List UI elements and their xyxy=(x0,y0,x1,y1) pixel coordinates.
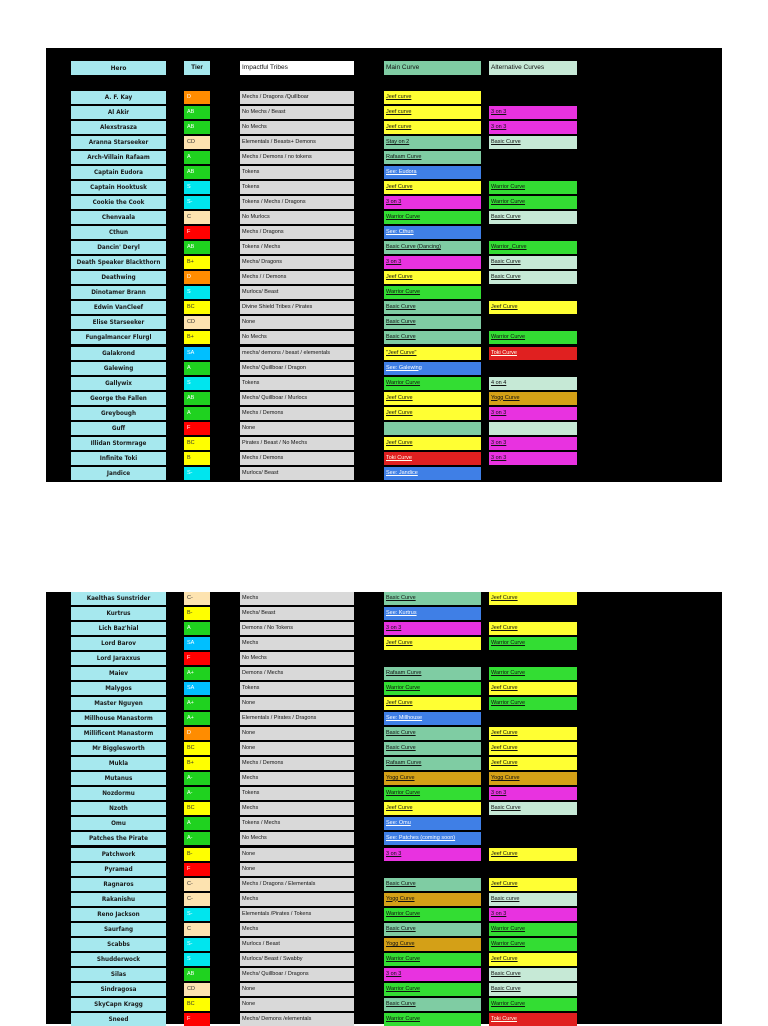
impactful-tribes: Murlocs/ Beast / Swabby xyxy=(240,953,354,966)
alternative-curve-link[interactable]: Jeef Curve xyxy=(489,742,577,755)
main-curve-link[interactable]: Jeef Curve xyxy=(384,181,481,194)
hero-name: Nozdormu xyxy=(71,787,166,800)
alternative-curve-link[interactable]: Basic Curve xyxy=(489,136,577,149)
tier-badge: B xyxy=(184,452,210,465)
impactful-tribes: Mechs xyxy=(240,637,354,650)
hero-name: Alexstrasza xyxy=(71,121,166,134)
alternative-curve-link[interactable]: 3 on 3 xyxy=(489,407,577,420)
main-curve-link[interactable]: Basic Curve xyxy=(384,742,481,755)
main-curve-link[interactable] xyxy=(384,422,481,435)
hero-name: Millificent Manastorm xyxy=(71,727,166,740)
tier-badge: CD xyxy=(184,983,210,996)
alternative-curve-link[interactable]: Basic Curve xyxy=(489,256,577,269)
tier-badge: B+ xyxy=(184,256,210,269)
main-curve-link[interactable]: Jeef Curve xyxy=(384,392,481,405)
tier-badge: SA xyxy=(184,682,210,695)
hero-name: Millhouse Manastorm xyxy=(71,712,166,725)
alternative-curve-link[interactable] xyxy=(489,832,577,845)
alternative-curve-link[interactable]: Warrior Curve xyxy=(489,938,577,951)
alternative-curve-link[interactable]: Basic Curve xyxy=(489,271,577,284)
alternative-curve-link[interactable]: Jeef Curve xyxy=(489,727,577,740)
tier-badge: C xyxy=(184,923,210,936)
impactful-tribes: No Mechs xyxy=(240,121,354,134)
hero-name: A. F. Kay xyxy=(71,91,166,104)
impactful-tribes: Mechs/ Quillboar / Dragon xyxy=(240,362,354,375)
alternative-curve-link[interactable] xyxy=(489,652,577,665)
alternative-curve-link[interactable]: Warrior_Curve xyxy=(489,241,577,254)
hero-name: Kaelthas Sunstrider xyxy=(71,592,166,605)
impactful-tribes: Mechs / Demons xyxy=(240,452,354,465)
tier-badge: AB xyxy=(184,241,210,254)
main-curve-link[interactable]: Warrior Curve xyxy=(384,286,481,299)
hero-name: Master Nguyen xyxy=(71,697,166,710)
tier-badge: B+ xyxy=(184,331,210,344)
tier-badge: AB xyxy=(184,106,210,119)
tier-badge: BC xyxy=(184,742,210,755)
impactful-tribes: Elementals / Beasts+ Demons xyxy=(240,136,354,149)
hero-name: Lich Baz'hial xyxy=(71,622,166,635)
main-curve-link[interactable]: Toki Curve xyxy=(384,452,481,465)
impactful-tribes: Tokens / Mechs xyxy=(240,817,354,830)
impactful-tribes: Mechs/ Dragons xyxy=(240,256,354,269)
tier-list-sheet-1 xyxy=(46,48,722,482)
tier-badge: A- xyxy=(184,832,210,845)
main-curve-link[interactable]: Rafaam Curve xyxy=(384,151,481,164)
hero-name: Cthun xyxy=(71,226,166,239)
alternative-curve-link[interactable]: Jeef Curve xyxy=(489,682,577,695)
main-curve-link[interactable]: Warrior Curve xyxy=(384,908,481,921)
hero-name: Reno Jackson xyxy=(71,908,166,921)
impactful-tribes: Mechs/ Demons /elementals xyxy=(240,1013,354,1026)
main-curve-link[interactable]: See: Jandice xyxy=(384,467,481,480)
impactful-tribes: No Mechs xyxy=(240,652,354,665)
main-curve-link[interactable]: Jeef Curve xyxy=(384,271,481,284)
alternative-curve-link[interactable]: Jeef Curve xyxy=(489,622,577,635)
tier-badge: AB xyxy=(184,121,210,134)
main-curve-link[interactable]: See: Omu xyxy=(384,817,481,830)
hero-name: Elise Starseeker xyxy=(71,316,166,329)
alternative-curve-link[interactable]: 3 on 3 xyxy=(489,121,577,134)
impactful-tribes: Mechs/ Quillboar / Murlocs xyxy=(240,392,354,405)
impactful-tribes: No Mechs / Beast xyxy=(240,106,354,119)
tier-badge: S xyxy=(184,377,210,390)
tier-badge: S xyxy=(184,286,210,299)
hero-name: Saurfang xyxy=(71,923,166,936)
alternative-curve-link[interactable] xyxy=(489,467,577,480)
hero-name: Captain Hooktusk xyxy=(71,181,166,194)
hero-name: Lord Barov xyxy=(71,637,166,650)
main-curve-link[interactable]: Warrior Curve xyxy=(384,983,481,996)
tier-badge: A+ xyxy=(184,667,210,680)
tier-badge: D xyxy=(184,91,210,104)
main-curve-link[interactable]: Jeef Curve xyxy=(384,697,481,710)
hero-name: Rakanishu xyxy=(71,893,166,906)
tier-badge: F xyxy=(184,652,210,665)
impactful-tribes: None xyxy=(240,727,354,740)
impactful-tribes: Tokens xyxy=(240,181,354,194)
impactful-tribes: None xyxy=(240,422,354,435)
tier-badge: S- xyxy=(184,908,210,921)
alternative-curve-link[interactable] xyxy=(489,422,577,435)
tier-badge: F xyxy=(184,226,210,239)
impactful-tribes: None xyxy=(240,742,354,755)
hero-name: Mr Bigglesworth xyxy=(71,742,166,755)
tier-list-sheet-2 xyxy=(46,592,722,1024)
impactful-tribes: Murlocs/ Beast xyxy=(240,467,354,480)
hero-name: Death Speaker Blackthorn xyxy=(71,256,166,269)
impactful-tribes: None xyxy=(240,983,354,996)
hero-name: SkyCapn Kragg xyxy=(71,998,166,1011)
alternative-curve-link[interactable] xyxy=(489,226,577,239)
alternative-curve-link[interactable]: Yogg Curve xyxy=(489,772,577,785)
impactful-tribes: Tokens xyxy=(240,377,354,390)
hero-name: Maiev xyxy=(71,667,166,680)
main-curve-link[interactable]: Jeef Curve xyxy=(384,802,481,815)
main-curve-link[interactable]: Jeef Curve xyxy=(384,637,481,650)
alternative-curve-link[interactable]: 3 on 3 xyxy=(489,437,577,450)
alternative-curve-link[interactable]: Warrior Curve xyxy=(489,637,577,650)
tier-badge: AB xyxy=(184,968,210,981)
impactful-tribes: No Mechs xyxy=(240,832,354,845)
alternative-curve-link[interactable]: Basic Curve xyxy=(489,802,577,815)
impactful-tribes: No Murlocs xyxy=(240,211,354,224)
tier-badge: A xyxy=(184,407,210,420)
impactful-tribes: Mechs xyxy=(240,802,354,815)
alternative-curve-link[interactable]: Warrior Curve xyxy=(489,697,577,710)
main-curve-link[interactable]: See: Cthun xyxy=(384,226,481,239)
tier-badge: D xyxy=(184,727,210,740)
hero-name: Scabbs xyxy=(71,938,166,951)
impactful-tribes: Mechs xyxy=(240,893,354,906)
alternative-curve-link[interactable]: Basic curve xyxy=(489,893,577,906)
impactful-tribes: Elementals / Pirates / Dragons xyxy=(240,712,354,725)
hero-name: Deathwing xyxy=(71,271,166,284)
impactful-tribes: Mechs xyxy=(240,772,354,785)
alternative-curve-link[interactable] xyxy=(489,91,577,104)
tier-badge: F xyxy=(184,422,210,435)
tier-badge: A xyxy=(184,362,210,375)
tier-badge: A xyxy=(184,817,210,830)
tier-badge: F xyxy=(184,1013,210,1026)
main-curve-link[interactable]: Basic Curve xyxy=(384,331,481,344)
impactful-tribes: Mechs / Dragons xyxy=(240,226,354,239)
tier-badge: A xyxy=(184,622,210,635)
main-curve-link[interactable]: Warrior Curve xyxy=(384,682,481,695)
main-curve-link[interactable]: See: Kurtrus xyxy=(384,607,481,620)
hero-name: Sindragosa xyxy=(71,983,166,996)
hero-name: Al Akir xyxy=(71,106,166,119)
hero-name: Ragnaros xyxy=(71,878,166,891)
alternative-curve-link[interactable] xyxy=(489,316,577,329)
impactful-tribes: None xyxy=(240,863,354,876)
hero-name: Arch-Villain Rafaam xyxy=(71,151,166,164)
main-curve-link[interactable]: Rafaam Curve xyxy=(384,757,481,770)
impactful-tribes: Mechs / Demons xyxy=(240,757,354,770)
main-curve-link[interactable]: Warrior Curve xyxy=(384,211,481,224)
header-tribes: Impactful Tribes xyxy=(240,61,354,75)
main-curve-link[interactable]: Yogg Curve xyxy=(384,772,481,785)
hero-name: Captain Eudora xyxy=(71,166,166,179)
main-curve-link[interactable] xyxy=(384,863,481,876)
main-curve-link[interactable]: Jeef curve xyxy=(384,106,481,119)
alternative-curve-link[interactable]: Warrior Curve xyxy=(489,998,577,1011)
alternative-curve-link[interactable] xyxy=(489,712,577,725)
main-curve-link[interactable]: Basic Curve xyxy=(384,592,481,605)
tier-badge: B- xyxy=(184,848,210,861)
main-curve-link[interactable]: 3 on 3 xyxy=(384,848,481,861)
tier-badge: S- xyxy=(184,196,210,209)
alternative-curve-link[interactable]: 3 on 3 xyxy=(489,106,577,119)
main-curve-link[interactable]: Yogg Curve xyxy=(384,893,481,906)
main-curve-link[interactable]: Warrior Curve xyxy=(384,377,481,390)
header-main-curve: Main Curve xyxy=(384,61,481,75)
hero-name: Aranna Starseeker xyxy=(71,136,166,149)
main-curve-link[interactable]: 3 on 3 xyxy=(384,196,481,209)
alternative-curve-link[interactable] xyxy=(489,863,577,876)
main-curve-link[interactable]: See: Galewing xyxy=(384,362,481,375)
tier-badge: A+ xyxy=(184,712,210,725)
alternative-curve-link[interactable]: Basic Curve xyxy=(489,968,577,981)
impactful-tribes: Tokens / Mechs xyxy=(240,241,354,254)
tier-badge: F xyxy=(184,863,210,876)
main-curve-link[interactable]: Basic Curve xyxy=(384,878,481,891)
main-curve-link[interactable]: Yogg Curve xyxy=(384,938,481,951)
main-curve-link[interactable]: Stay on 2 xyxy=(384,136,481,149)
alternative-curve-link[interactable] xyxy=(489,166,577,179)
main-curve-link[interactable]: Jeef curve xyxy=(384,121,481,134)
main-curve-link[interactable]: Basic Curve xyxy=(384,998,481,1011)
tier-badge: D xyxy=(184,271,210,284)
alternative-curve-link[interactable]: Warrior Curve xyxy=(489,196,577,209)
hero-name: Mutanus xyxy=(71,772,166,785)
impactful-tribes: Murlocs/ Beast xyxy=(240,286,354,299)
main-curve-link[interactable]: Basic Curve xyxy=(384,316,481,329)
impactful-tribes: Mechs / Demons / no tokens xyxy=(240,151,354,164)
alternative-curve-link[interactable]: Warrior Curve xyxy=(489,331,577,344)
main-curve-link[interactable]: See: Patches (coming soon) xyxy=(384,832,481,845)
hero-name: Shudderwock xyxy=(71,953,166,966)
alternative-curve-link[interactable]: Jeef Curve xyxy=(489,878,577,891)
main-curve-link[interactable]: Jeef Curve xyxy=(384,437,481,450)
hero-name: Infinite Toki xyxy=(71,452,166,465)
hero-name: Cookie the Cook xyxy=(71,196,166,209)
alternative-curve-link[interactable]: Warrior Curve xyxy=(489,181,577,194)
alternative-curve-link[interactable]: Jeef Curve xyxy=(489,757,577,770)
alternative-curve-link[interactable]: Jeef Curve xyxy=(489,953,577,966)
impactful-tribes: No Mechs xyxy=(240,331,354,344)
alternative-curve-link[interactable]: Toki Curve xyxy=(489,347,577,360)
hero-name: Dinotamer Brann xyxy=(71,286,166,299)
header-tier: Tier xyxy=(184,61,210,75)
alternative-curve-link[interactable]: 3 on 3 xyxy=(489,787,577,800)
hero-name: Illidan Stormrage xyxy=(71,437,166,450)
tier-badge: S- xyxy=(184,938,210,951)
tier-badge: S xyxy=(184,953,210,966)
tier-badge: BC xyxy=(184,802,210,815)
tier-badge: A xyxy=(184,151,210,164)
main-curve-link[interactable]: Jeef Curve xyxy=(384,407,481,420)
alternative-curve-link[interactable] xyxy=(489,286,577,299)
hero-name: Greybough xyxy=(71,407,166,420)
tier-badge: CD xyxy=(184,316,210,329)
impactful-tribes: Tokens / Mechs / Dragons xyxy=(240,196,354,209)
main-curve-link[interactable]: "Jeef Curve" xyxy=(384,347,481,360)
tier-badge: C xyxy=(184,211,210,224)
impactful-tribes: Demons / Mechs xyxy=(240,667,354,680)
hero-name: Dancin' Deryl xyxy=(71,241,166,254)
tier-badge: CD xyxy=(184,136,210,149)
impactful-tribes: None xyxy=(240,697,354,710)
main-curve-link[interactable]: 3 on 3 xyxy=(384,622,481,635)
tier-badge: BC xyxy=(184,998,210,1011)
hero-name: Gallywix xyxy=(71,377,166,390)
alternative-curve-link[interactable]: Toki Curve xyxy=(489,1013,577,1026)
impactful-tribes: Tokens xyxy=(240,682,354,695)
impactful-tribes: Mechs / Dragons /Quillboar xyxy=(240,91,354,104)
impactful-tribes: Mechs / Demons xyxy=(240,407,354,420)
tier-badge: C- xyxy=(184,878,210,891)
impactful-tribes: Mechs xyxy=(240,923,354,936)
tier-badge: A- xyxy=(184,772,210,785)
hero-name: Fungalmancer Flurgl xyxy=(71,331,166,344)
main-curve-link[interactable]: Warrior Curve xyxy=(384,953,481,966)
impactful-tribes: None xyxy=(240,316,354,329)
tier-badge: SA xyxy=(184,637,210,650)
main-curve-link[interactable]: Warrior Curve xyxy=(384,1013,481,1026)
main-curve-link[interactable]: 3 on 3 xyxy=(384,256,481,269)
hero-name: Patchwork xyxy=(71,848,166,861)
hero-name: Chenvaala xyxy=(71,211,166,224)
tier-badge: BC xyxy=(184,301,210,314)
main-curve-link[interactable]: 3 on 3 xyxy=(384,968,481,981)
impactful-tribes: Divine Shield Tribes / Pirates xyxy=(240,301,354,314)
impactful-tribes: Mechs/ Beast xyxy=(240,607,354,620)
header-alternative-curves: Alternative Curves xyxy=(489,61,577,75)
tier-badge: A- xyxy=(184,787,210,800)
impactful-tribes: Tokens xyxy=(240,787,354,800)
hero-name: Pyramad xyxy=(71,863,166,876)
impactful-tribes: Murlocs / Beast xyxy=(240,938,354,951)
impactful-tribes: Mechs / / Demons xyxy=(240,271,354,284)
alternative-curve-link[interactable]: Jeef Curve xyxy=(489,848,577,861)
impactful-tribes: Mechs/ Quillboar / Dragons xyxy=(240,968,354,981)
main-curve-link[interactable]: Warrior Curve xyxy=(384,787,481,800)
impactful-tribes: Mechs / Dragons / Elementals xyxy=(240,878,354,891)
hero-name: Omu xyxy=(71,817,166,830)
hero-name: Guff xyxy=(71,422,166,435)
impactful-tribes: None xyxy=(240,998,354,1011)
main-curve-link[interactable] xyxy=(384,652,481,665)
main-curve-link[interactable]: Jeef curve xyxy=(384,91,481,104)
hero-name: Edwin VanCleef xyxy=(71,301,166,314)
alternative-curve-link[interactable]: Jeef Curve xyxy=(489,301,577,314)
tier-badge: SA xyxy=(184,347,210,360)
impactful-tribes: Mechs xyxy=(240,592,354,605)
alternative-curve-link[interactable]: 4 on 4 xyxy=(489,377,577,390)
main-curve-link[interactable]: Rafaam Curve xyxy=(384,667,481,680)
alternative-curve-link[interactable] xyxy=(489,817,577,830)
impactful-tribes: Tokens xyxy=(240,166,354,179)
impactful-tribes: mechs/ demons / beast / elementals xyxy=(240,347,354,360)
tier-badge: S xyxy=(184,181,210,194)
hero-name: Sneed xyxy=(71,1013,166,1026)
alternative-curve-link[interactable]: 3 on 3 xyxy=(489,452,577,465)
alternative-curve-link[interactable]: Warrior Curve xyxy=(489,923,577,936)
tier-badge: C- xyxy=(184,592,210,605)
alternative-curve-link[interactable] xyxy=(489,151,577,164)
tier-badge: B- xyxy=(184,607,210,620)
tier-badge: C- xyxy=(184,893,210,906)
main-curve-link[interactable]: Basic Curve (Dancing) xyxy=(384,241,481,254)
alternative-curve-link[interactable]: Warrior Curve xyxy=(489,667,577,680)
main-curve-link[interactable]: Basic Curve xyxy=(384,301,481,314)
impactful-tribes: Pirates / Beast / No Mechs xyxy=(240,437,354,450)
main-curve-link[interactable]: See: Millhouse xyxy=(384,712,481,725)
hero-name: Mukla xyxy=(71,757,166,770)
main-curve-link[interactable]: Basic Curve xyxy=(384,923,481,936)
impactful-tribes: Elementals /Pirates / Tokens xyxy=(240,908,354,921)
alternative-curve-link[interactable]: 3 on 3 xyxy=(489,908,577,921)
alternative-curve-link[interactable]: Jeef Curve xyxy=(489,592,577,605)
alternative-curve-link[interactable]: Basic Curve xyxy=(489,211,577,224)
main-curve-link[interactable]: Basic Curve xyxy=(384,727,481,740)
alternative-curve-link[interactable] xyxy=(489,362,577,375)
tier-badge: A+ xyxy=(184,697,210,710)
alternative-curve-link[interactable]: Yogg Curve xyxy=(489,392,577,405)
hero-name: Silas xyxy=(71,968,166,981)
hero-name: George the Fallen xyxy=(71,392,166,405)
hero-name: Nzoth xyxy=(71,802,166,815)
header-hero: Hero xyxy=(71,61,166,75)
hero-name: Galewing xyxy=(71,362,166,375)
tier-badge: AB xyxy=(184,392,210,405)
hero-name: Kurtrus xyxy=(71,607,166,620)
main-curve-link[interactable]: See: Eudora xyxy=(384,166,481,179)
tier-badge: B+ xyxy=(184,757,210,770)
impactful-tribes: None xyxy=(240,848,354,861)
tier-badge: BC xyxy=(184,437,210,450)
hero-name: Galakrond xyxy=(71,347,166,360)
hero-name: Lord Jaraxxus xyxy=(71,652,166,665)
hero-name: Patches the Pirate xyxy=(71,832,166,845)
hero-name: Malygos xyxy=(71,682,166,695)
alternative-curve-link[interactable]: Basic Curve xyxy=(489,983,577,996)
alternative-curve-link[interactable] xyxy=(489,607,577,620)
tier-badge: S- xyxy=(184,467,210,480)
hero-name: Jandice xyxy=(71,467,166,480)
tier-badge: AB xyxy=(184,166,210,179)
impactful-tribes: Demons / No Tokens xyxy=(240,622,354,635)
